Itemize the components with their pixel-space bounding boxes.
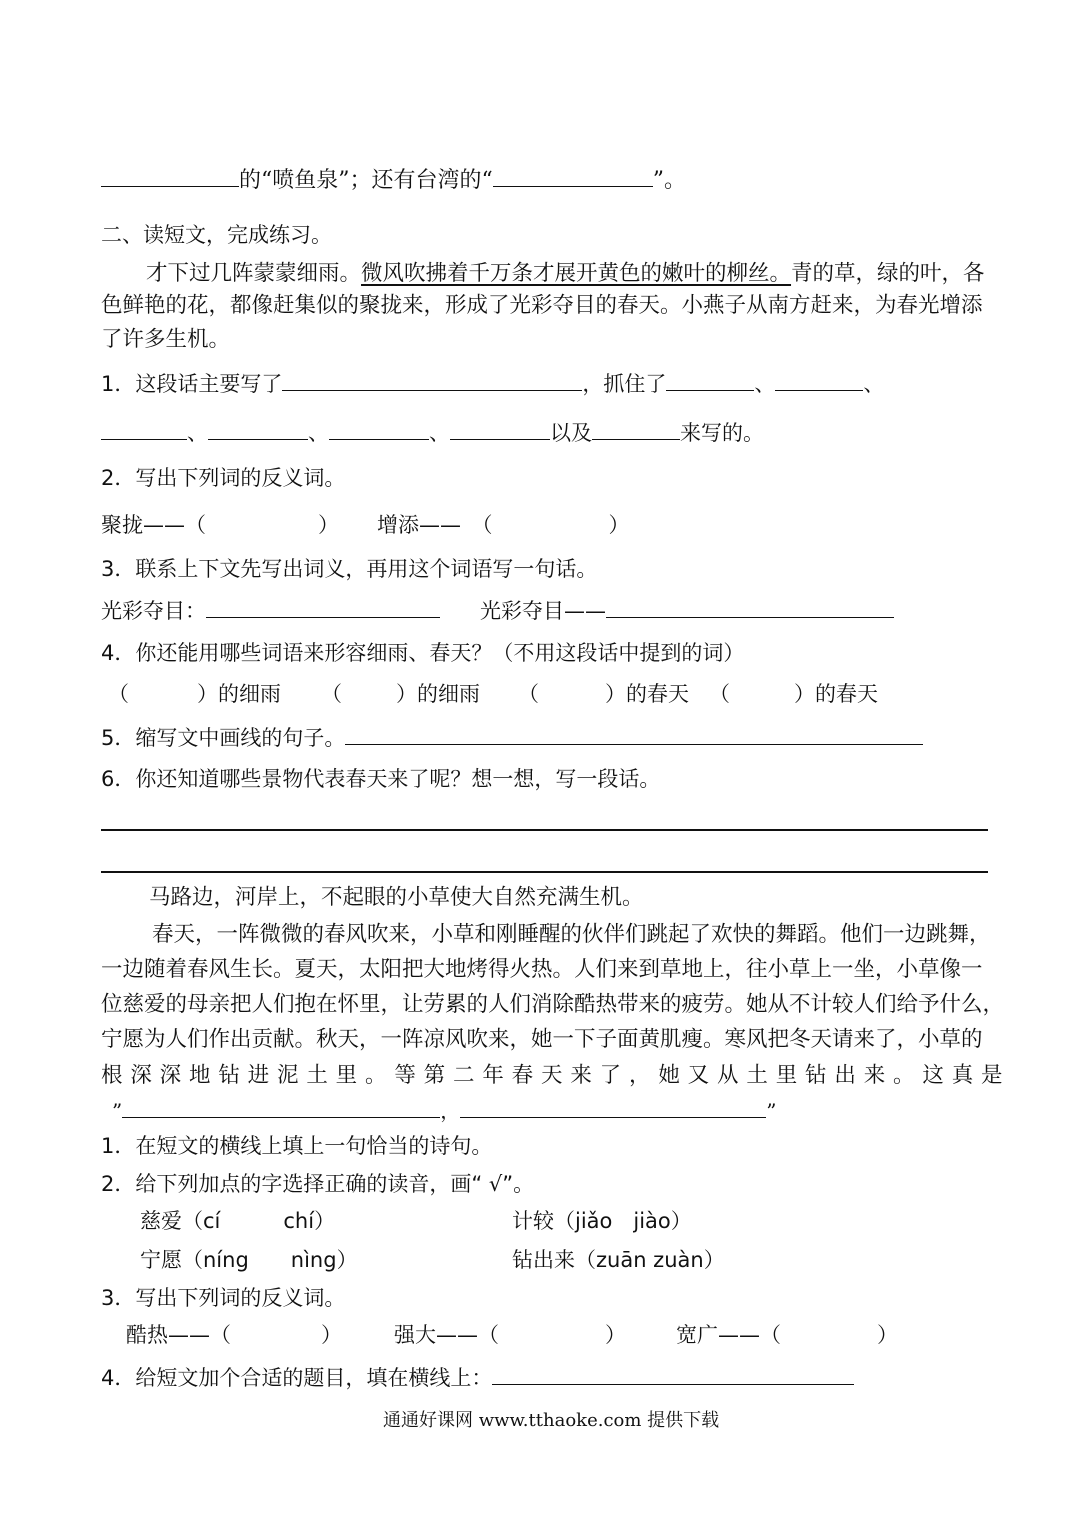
writing-line[interactable] (101, 829, 988, 831)
question-4: 4．你还能用哪些词语来形容细雨、春天？（不用这段话中提到的词） (101, 641, 745, 665)
answer-blank[interactable] (493, 166, 653, 187)
section-heading: 二、读短文，完成练习。 (101, 223, 332, 247)
question-p2-4: 4．给短文加个合适的题目，填在横线上： (101, 1364, 854, 1391)
pinyin-choice[interactable]: 钻出来（zuān zuàn） (512, 1248, 725, 1272)
answer-blank[interactable] (492, 1364, 854, 1385)
answer-blank[interactable] (122, 1097, 440, 1118)
question-5: 5．缩写文中画线的句子。 (101, 724, 923, 751)
question-3-items: 光彩夺目： 光彩夺目—— (101, 597, 894, 624)
underlined-sentence: 微风吹拂着千万条才展开黄色的嫩叶的柳丝。 (361, 261, 792, 286)
pinyin-choice[interactable]: 宁愿（níng nìng） (140, 1248, 358, 1272)
question-6: 6．你还知道哪些景物代表春天来了呢？想一想，写一段话。 (101, 767, 661, 791)
passage-line: 才下过几阵蒙蒙细雨。微风吹拂着千万条才展开黄色的嫩叶的柳丝。青的草，绿的叶，各 (146, 261, 985, 286)
question-p2-3-items: 酷热——（ ） 强大——（ ） 宽广——（ ） (126, 1323, 898, 1347)
answer-blank[interactable] (282, 370, 582, 391)
answer-blank[interactable] (208, 419, 308, 440)
passage-line: 色鲜艳的花，都像赶集似的聚拢来，形成了光彩夺目的春天。小燕子从南方赶来，为春光增添 (101, 293, 983, 318)
answer-blank[interactable] (775, 370, 863, 391)
answer-blank[interactable] (329, 419, 429, 440)
passage-line: 了许多生机。 (101, 327, 231, 352)
answer-blank[interactable] (101, 419, 187, 440)
pinyin-choice[interactable]: 计较（jiǎo jiào） (512, 1209, 692, 1233)
page-footer: 通通好课网 www.tthaoke.com 提供下载 (383, 1410, 720, 1431)
fill-blank-line: 的“喷鱼泉”；还有台湾的“ ”。 (101, 166, 686, 194)
passage-line: 宁愿为人们作出贡献。秋天，一阵凉风吹来，她一下子面黄肌瘦。寒风把冬天请来了，小草的 (101, 1027, 983, 1052)
answer-blank[interactable] (592, 419, 680, 440)
question-p2-2: 2．给下列加点的字选择正确的读音，画“ √”。 (101, 1172, 535, 1196)
question-2: 2．写出下列词的反义词。 (101, 466, 346, 490)
answer-blank[interactable] (450, 419, 550, 440)
answer-blank[interactable] (206, 597, 440, 618)
poem-blank-line: ” ， ” (112, 1099, 777, 1123)
answer-blank[interactable] (666, 370, 754, 391)
passage-line: 根 深 深 地 钻 进 泥 土 里 。 等 第 二 年 春 天 来 了 ， 她 又 从 土 里 钻 出 来 。 这 真 是 (101, 1063, 1004, 1088)
question-p2-3: 3．写出下列词的反义词。 (101, 1286, 346, 1310)
passage-line: 位慈爱的母亲把人们抱在怀里，让劳累的人们消除酷热带来的疲劳。她从不计较人们给予什么， (101, 992, 1005, 1017)
question-4-items: （ ）的细雨 （ ）的细雨 （ ）的春天 （ ）的春天 (108, 682, 878, 706)
passage-line: 马路边，河岸上，不起眼的小草使大自然充满生机。 (149, 885, 644, 910)
answer-blank[interactable] (101, 166, 239, 187)
question-3: 3．联系上下文先写出词义，再用这个词语写一句话。 (101, 557, 598, 581)
question-p2-1: 1．在短文的横线上填上一句恰当的诗句。 (101, 1134, 493, 1158)
question-1: 1．这段话主要写了 ，抓住了 、 、 (101, 372, 885, 396)
writing-line[interactable] (101, 871, 988, 873)
question-2-items: 聚拢——（ ） 增添—— （ ） (101, 513, 630, 537)
passage-line: 一边随着春风生长。夏天，太阳把大地烤得火热。人们来到草地上，往小草上一坐，小草像一 (101, 957, 983, 982)
answer-blank[interactable] (460, 1097, 766, 1118)
pinyin-choice[interactable]: 慈爱（cí chí） (140, 1209, 336, 1233)
answer-blank[interactable] (606, 597, 894, 618)
passage-line: 春天，一阵微微的春风吹来，小草和刚睡醒的伙伴们跳起了欢快的舞蹈。他们一边跳舞， (152, 922, 991, 947)
answer-blank[interactable] (345, 724, 923, 745)
question-1-cont: 、 、 、 以及 来写的。 (101, 419, 764, 446)
